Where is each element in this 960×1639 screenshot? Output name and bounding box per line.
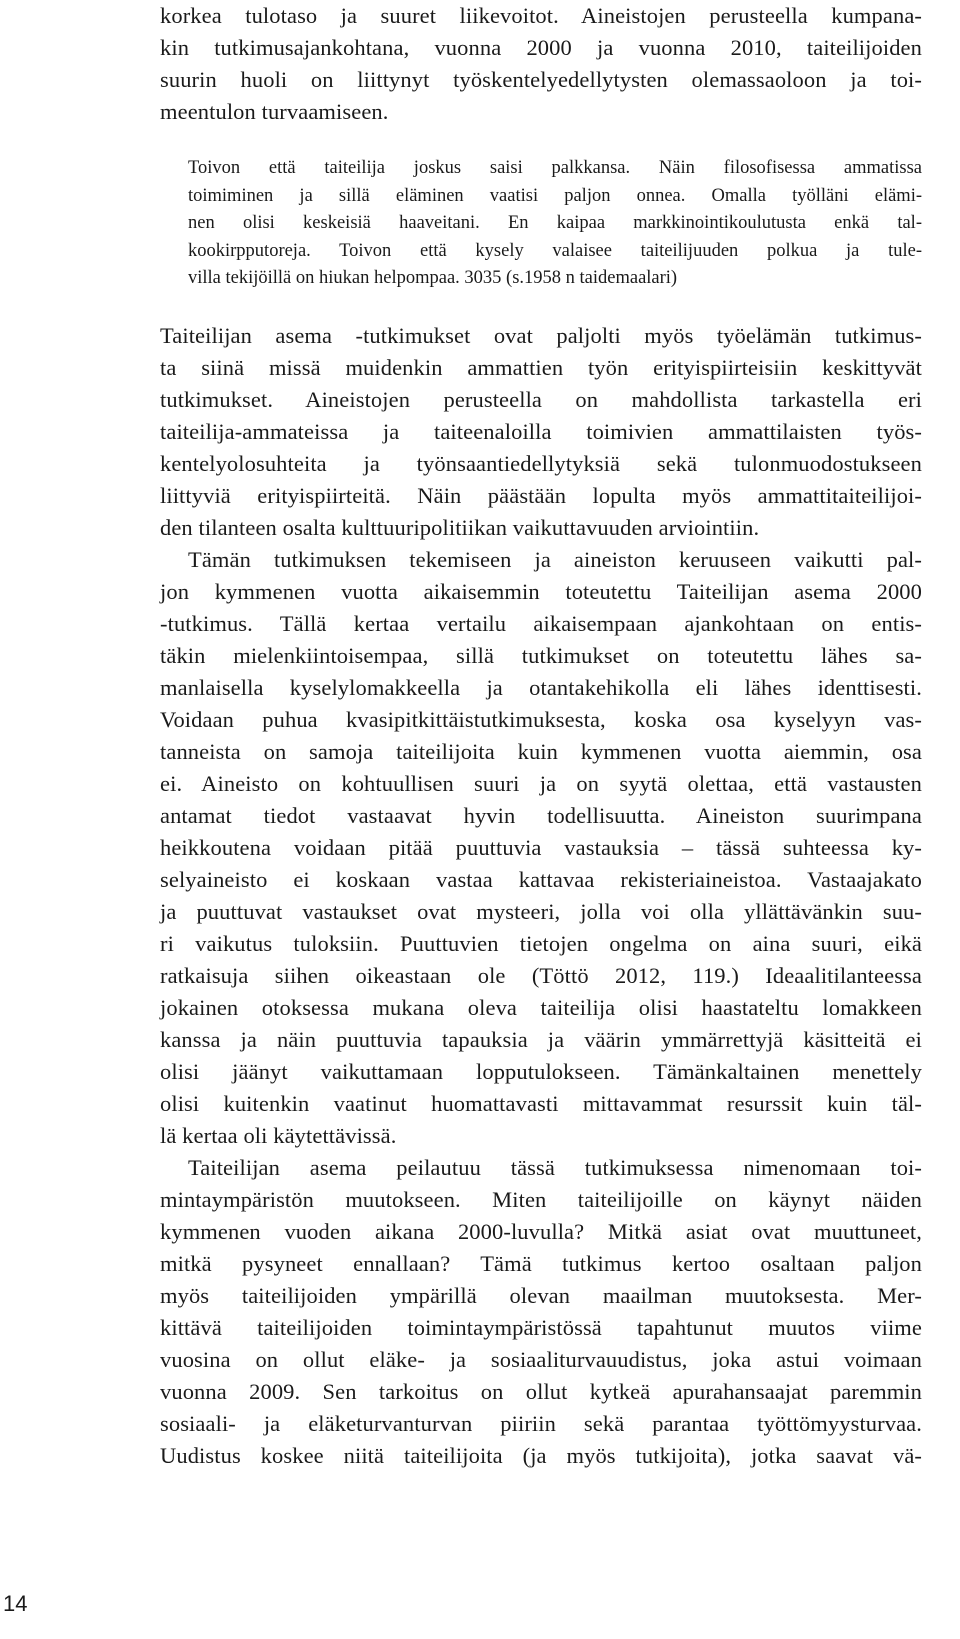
document-page	[160, 0, 922, 1472]
text-line: kittävä taiteilijoiden toimintaympäristössä tapahtunut muutos viime	[160, 1314, 922, 1340]
text-line: selyaineisto ei koskaan vastaa kattavaa rekisteriaineistoa. Vastaajakato	[160, 866, 922, 892]
text-line: lä kertaa oli käytettävissä.	[160, 1122, 397, 1148]
quote-line: kookirpputoreja. Toivon että kysely valaisee taiteilijuuden polkua ja tule-	[188, 240, 922, 261]
text-line: mitkä pysyneet ennallaan? Tämä tutkimus kertoo osaltaan paljon	[160, 1250, 922, 1276]
quote-line: Toivon että taiteilija joskus saisi palkkansa. Näin filosofisessa ammatissa	[188, 158, 922, 178]
text-line: ri vaikutus tuloksiin. Puuttuvien tietojen ongelma on aina suuri, eikä	[160, 930, 922, 956]
text-line: Voidaan puhua kvasipitkittäistutkimuksesta, koska osa kyselyyn vas-	[160, 706, 922, 732]
text-line: Taiteilijan asema -tutkimukset ovat paljolti myös työelämän tutkimus-	[160, 322, 922, 348]
page-number: 14	[3, 1591, 28, 1616]
text-line: jokainen otoksessa mukana oleva taiteilija olisi haastateltu lomakkeen	[160, 994, 922, 1020]
quote-line: villa tekijöillä on hiukan helpompaa. 3035 (s.1958 n taidemaalari)	[188, 268, 678, 288]
text-line: olisi kuitenkin vaatinut huomattavasti mittavammat resurssit kuin täl-	[160, 1090, 922, 1116]
text-line: sosiaali- ja eläketurvanturvan piiriin sekä parantaa työttömyysturvaa.	[160, 1410, 922, 1436]
text-line: ei. Aineisto on kohtuullisen suuri ja on syytä olettaa, että vastausten	[160, 770, 922, 796]
text-line: olisi jäänyt vaikuttamaan lopputulokseen. Tämänkaltainen menettely	[160, 1058, 922, 1084]
text-line: korkea tulotaso ja suuret liikevoitot. Aineistojen perusteella kumpana-	[160, 3, 922, 28]
text-line: tanneista on samoja taiteilijoita kuin kymmenen vuotta aiemmin, osa	[160, 738, 922, 764]
text-line: ja puuttuvat vastaukset ovat mysteeri, jolla voi olla yllättävänkin suu-	[160, 898, 922, 924]
text-line: kin tutkimusajankohtana, vuonna 2000 ja vuonna 2010, taiteilijoiden	[160, 35, 922, 60]
text-line: täkin mielenkiintoisempaa, sillä tutkimukset on toteutettu lähes sa-	[160, 642, 922, 668]
quote-line: toimiminen ja sillä eläminen vaatisi paljon onnea. Omalla työlläni elämi-	[188, 185, 922, 206]
text-line: antamat tiedot vastaavat hyvin todellisuutta. Aineiston suurimpana	[160, 802, 922, 828]
block-quote	[188, 155, 922, 293]
text-line: myös taiteilijoiden ympärillä olevan maailman muutoksesta. Mer-	[160, 1282, 922, 1308]
text-line: vuonna 2009. Sen tarkoitus on ollut kytkeä apurahansaajat paremmin	[160, 1378, 922, 1404]
text-line: vuosina on ollut eläke- ja sosiaaliturvauudistus, joka astui voimaan	[160, 1346, 922, 1372]
text-line: Uudistus koskee niitä taiteilijoita (ja myös tutkijoita), jotka saavat vä-	[160, 1442, 922, 1468]
text-line: kanssa ja näin puuttuvia tapauksia ja väärin ymmärrettyjä käsitteitä ei	[160, 1026, 922, 1052]
text-line: liittyviä erityispiirteitä. Näin päästään lopulta myös ammattitaiteilijoi-	[160, 482, 922, 508]
text-line: Tämän tutkimuksen tekemiseen ja aineiston keruuseen vaikutti pal-	[188, 546, 922, 572]
paragraph-3	[160, 1152, 922, 1472]
text-line: tutkimukset. Aineistojen perusteella on mahdollista tarkastella eri	[160, 386, 922, 412]
text-line: meentulon turvaamiseen.	[160, 99, 389, 124]
text-line: kentelyolosuhteita ja työnsaantiedellytyksiä sekä tulonmuodostukseen	[160, 450, 922, 476]
text-line: ratkaisuja siihen oikeastaan ole (Töttö 2012, 119.) Ideaalitilanteessa	[160, 962, 922, 988]
intro-paragraph	[160, 0, 922, 128]
text-line: -tutkimus. Tällä kertaa vertailu aikaisempaan ajankohtaan on entis-	[160, 610, 922, 636]
text-line: manlaisella kyselylomakkeella ja otantakehikolla eli lähes identtisesti.	[160, 674, 922, 700]
text-line: Taiteilijan asema peilautuu tässä tutkimuksessa nimenomaan toi-	[188, 1154, 922, 1180]
text-line: suurin huoli on liittynyt työskentelyedellytysten olemassaoloon ja toi-	[160, 67, 922, 92]
text-line: taiteilija-ammateissa ja taiteenaloilla toimivien ammattilaisten työs-	[160, 418, 922, 444]
text-line: heikkoutena voidaan pitää puuttuvia vastauksia – tässä suhteessa ky-	[160, 834, 922, 860]
quote-line: nen olisi keskeisiä haaveitani. En kaipaa markkinointikoulutusta enkä tal-	[188, 213, 922, 233]
text-line: mintaympäristön muutokseen. Miten taiteilijoille on käynyt näiden	[160, 1186, 922, 1212]
text-line: ta siinä missä muidenkin ammattien työn erityispiirteisiin keskittyvät	[160, 354, 922, 380]
text-line: den tilanteen osalta kulttuuripolitiikan vaikuttavuuden arviointiin.	[160, 514, 760, 540]
text-line: kymmenen vuoden aikana 2000-luvulla? Mitkä asiat ovat muuttuneet,	[160, 1218, 922, 1244]
text-line: jon kymmenen vuotta aikaisemmin toteutettu Taiteilijan asema 2000	[160, 578, 922, 604]
paragraph-2	[160, 544, 922, 1152]
paragraph-1	[160, 320, 922, 544]
